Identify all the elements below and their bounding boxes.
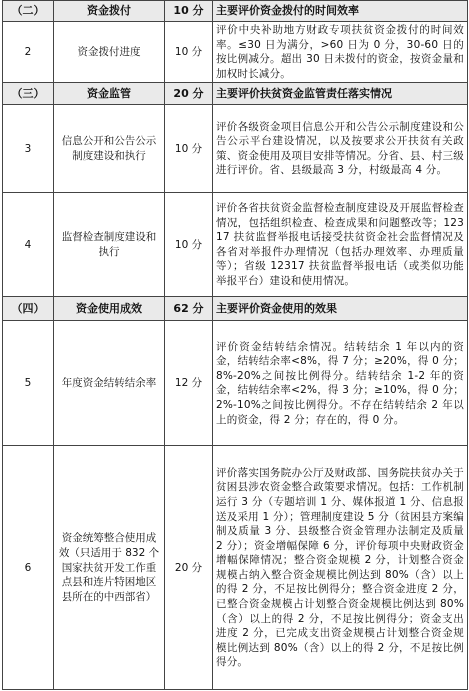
- item-score: 10 分: [165, 193, 213, 297]
- item-name: 年度资金结转结余率: [54, 321, 165, 446]
- section-score: 20 分: [165, 83, 213, 105]
- section-name: 资金拨付: [54, 1, 165, 22]
- item-score: 10 分: [165, 22, 213, 83]
- table-row: [3, 193, 468, 297]
- item-number: 2: [3, 22, 54, 83]
- section-row-supervision: [3, 83, 468, 105]
- item-score: 20 分: [165, 446, 213, 690]
- section-score: 62 分: [165, 297, 213, 321]
- section-number: （二）: [3, 1, 54, 22]
- section-score: 10 分: [165, 1, 213, 22]
- evaluation-table: [2, 0, 468, 690]
- item-name: 资金统筹整合使用成效（只适用于 832 个国家扶贫开发工作重点县和连片特困地区县所在的中西部省）: [54, 446, 165, 690]
- section-description: 主要评价扶贫资金监管责任落实情况: [213, 83, 468, 105]
- item-name: 资金拨付进度: [54, 22, 165, 83]
- item-number: 5: [3, 321, 54, 446]
- item-number: 4: [3, 193, 54, 297]
- section-description: 主要评价资金拨付的时间效率: [213, 1, 468, 22]
- table-row: [3, 321, 468, 446]
- item-score: 10 分: [165, 105, 213, 193]
- section-number: （四）: [3, 297, 54, 321]
- section-row-disbursement: [3, 1, 468, 22]
- item-description: 评价各级资金项目信息公开和公告公示制度建设和公告公示平台建设情况，以及按要求公开扶贫有关政策、资金使用及项目安排等情况。分省、县、村三级进行评价。省、县级最高 3 分，村级最高 4 分。: [213, 105, 468, 193]
- section-row-effectiveness: [3, 297, 468, 321]
- item-name: 监督检查制度建设和执行: [54, 193, 165, 297]
- item-description: 评价落实国务院办公厅及财政部、国务院扶贫办关于贫困县涉农资金整合政策要求情况。包括：工作机制运行 3 分（专题培训 1 分、媒体报道 1 分、信息报送及采用 1 分）；管理制度建设 5 分（贫困县方案编制及质量 3 分、县级整合资金管理办法制定及质量 2 分）；资金增幅保障 6 分，评价每项中央财政资金增幅保障情况；整合资金规模 2 分，计划整合资金规模占纳入整合资金规模比例达到 80%（含）以上的得 2 分，不足按比例得分；整合资金进度 2 分，已整合资金规模占计划整合资金规模比例达到 80%（含）以上的得 2 分，不足按比例得分；资金支出进度 2 分，已完成支出资金规模占计划整合资金规模比例达到 80%（含）以上的得 2 分，不足按比例得分。: [213, 446, 468, 690]
- section-description: 主要评价资金使用的效果: [213, 297, 468, 321]
- item-description: 评价资金结转结余情况。结转结余 1 年以内的资金，结转结余率<8%，得 7 分；≥20%，得 0 分；8%-20%之间按比例得分。结转结余 1-2 年的资金，结转结余率<2%，得 3 分；≥10%，得 0 分；2%-10%之间按比例得分。不存在结转结余 2 年以上的资金，得 2 分；存在的，得 0 分。: [213, 321, 468, 446]
- item-score: 12 分: [165, 321, 213, 446]
- table-row: [3, 446, 468, 690]
- table-row: [3, 105, 468, 193]
- item-description: 评价中央补助地方财政专项扶贫资金拨付的时间效率。≤30 日为满分，>60 日为 0 分，30-60 日的按比例减分。超出 30 日未拨付的资金，按资金量和加权时长减分。: [213, 22, 468, 83]
- item-number: 6: [3, 446, 54, 690]
- section-name: 资金监管: [54, 83, 165, 105]
- section-number: （三）: [3, 83, 54, 105]
- item-description: 评价各省扶贫资金监督检查制度建设及开展监督检查情况，包括组织检查、检查成果和问题整改等；12317 扶贫监督举报电话接受扶贫资金社会监督情况及各省对举报件办理情况（包括办理效率、办理质量等）；省级 12317 扶贫监督举报电话（或类似功能举报平台）建设和使用情况。: [213, 193, 468, 297]
- item-name: 信息公开和公告公示制度建设和执行: [54, 105, 165, 193]
- section-name: 资金使用成效: [54, 297, 165, 321]
- item-number: 3: [3, 105, 54, 193]
- table-row: [3, 22, 468, 83]
